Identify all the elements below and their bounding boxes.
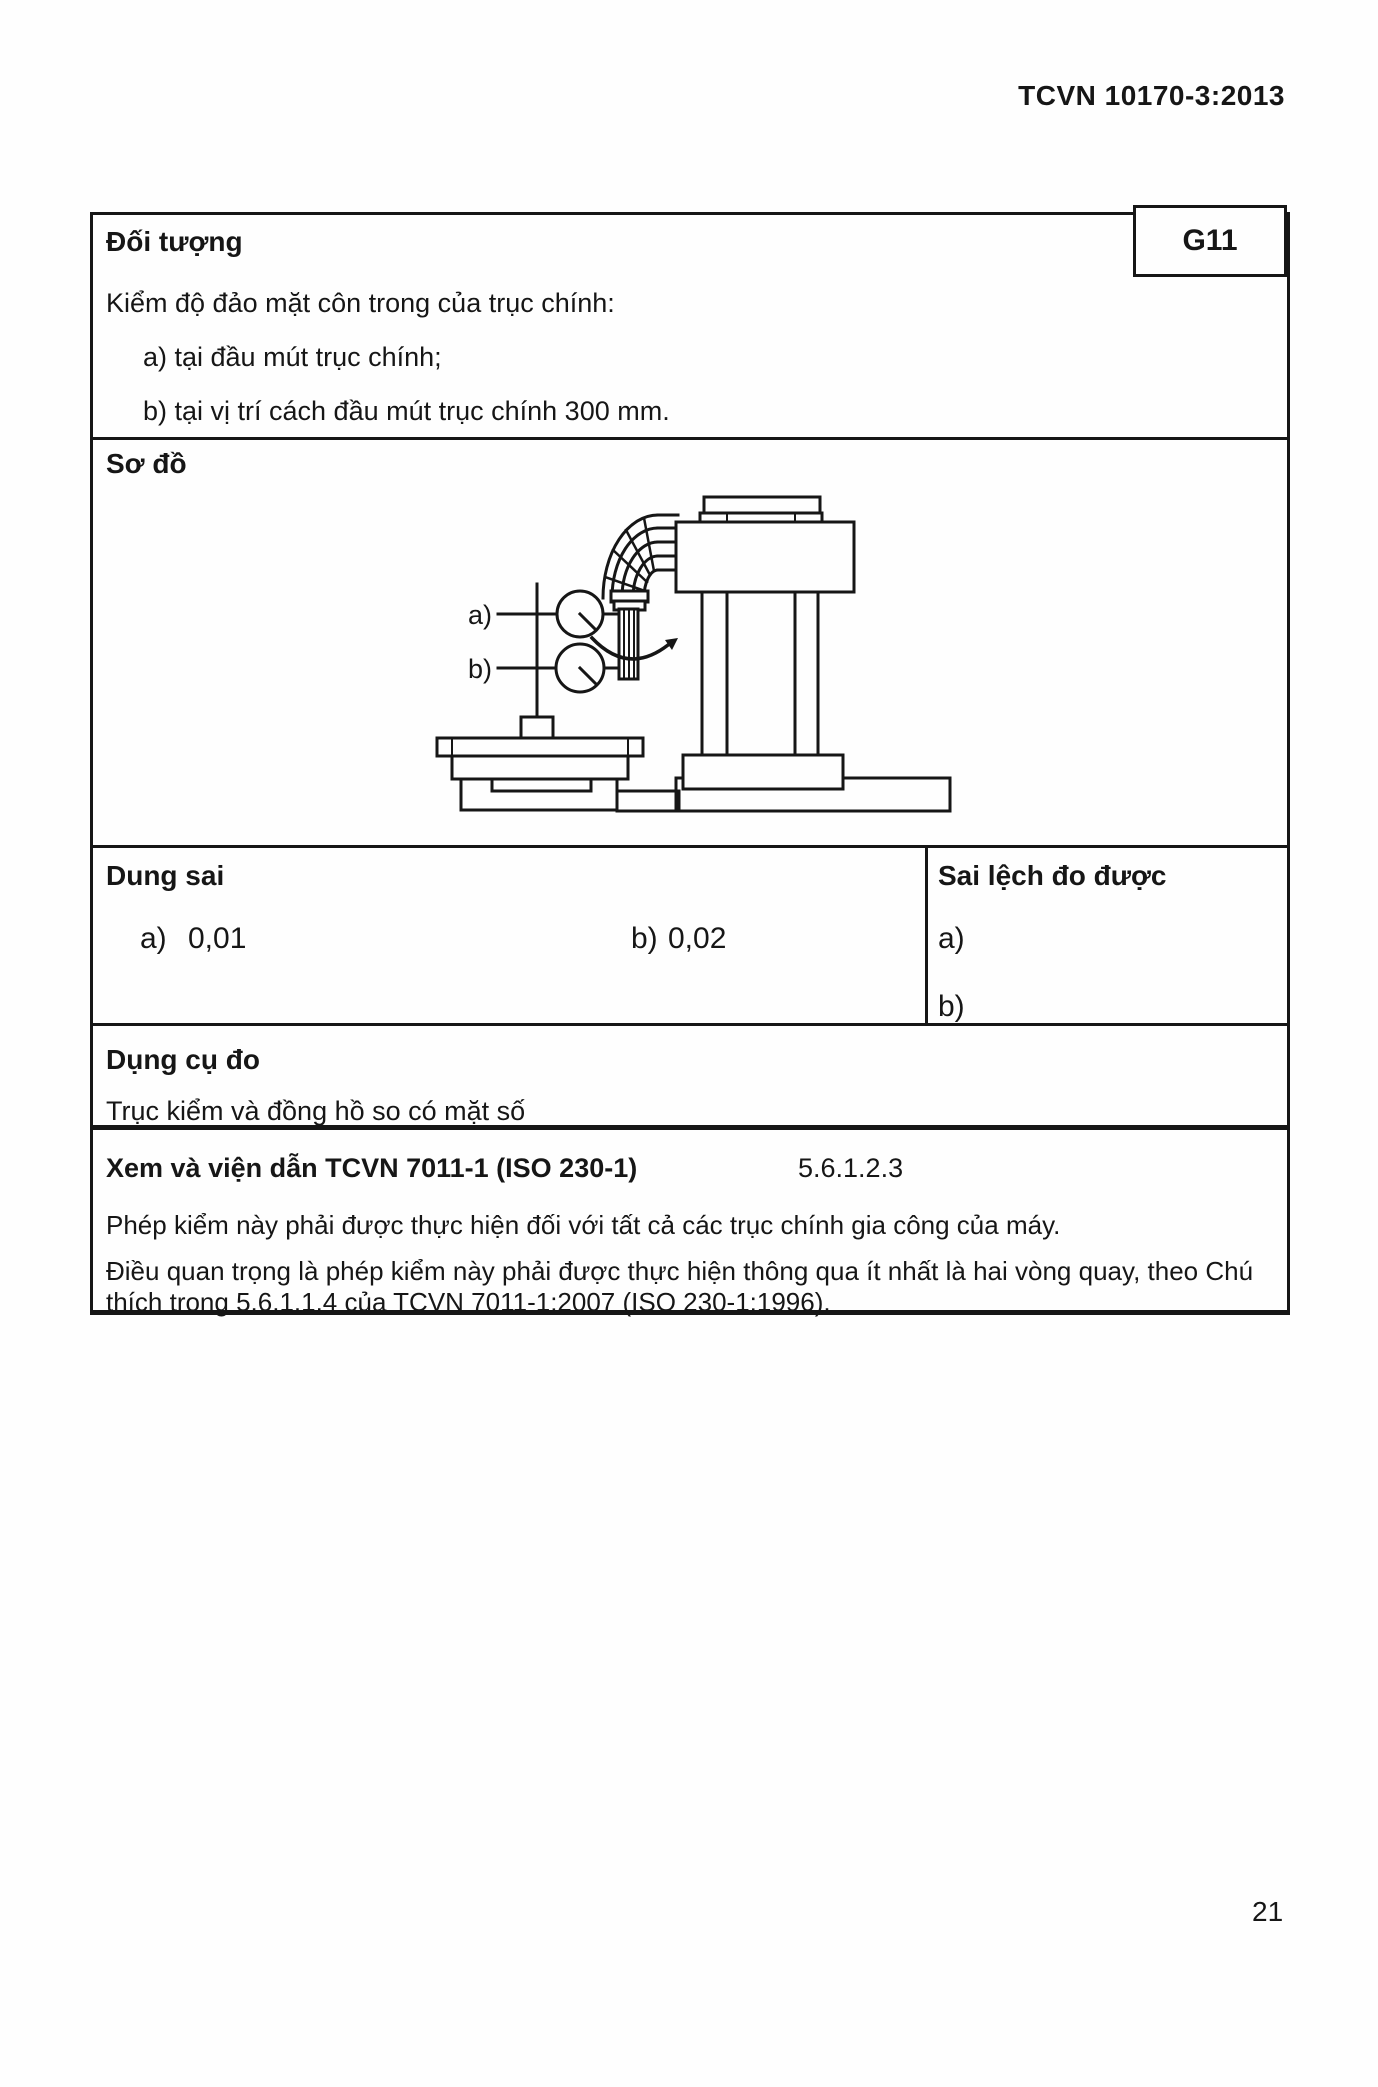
dial-indicator-a <box>498 591 619 637</box>
measured-item-b: b) <box>938 990 965 1023</box>
instrument-text: Trục kiểm và đồng hồ so có mặt số <box>106 1096 526 1126</box>
test-code-badge <box>1133 205 1287 277</box>
tolerance-section-label: Dung sai <box>106 860 225 891</box>
object-item-b: b) tại vị trí cách đầu mút trục chính 300 mm. <box>143 396 670 426</box>
object-item-a: a) tại đầu mút trục chính; <box>143 342 442 372</box>
diagram-marker-a: a) <box>468 600 493 630</box>
tolerance-item-b-label: b) <box>631 922 658 955</box>
test-code-label: G11 <box>1182 224 1238 257</box>
tolerance-item-a-label: a) <box>140 922 167 955</box>
reference-note2-line1: Điều quan trọng là phép kiểm này phải được thực hiện thông qua ít nhất là hai vòng quay, theo Chú <box>106 1256 1254 1286</box>
reference-label: Xem và viện dẫn TCVN 7011-1 (ISO 230-1) <box>106 1153 638 1183</box>
machine-column <box>702 592 818 755</box>
work-table <box>437 738 643 810</box>
measured-item-a: a) <box>938 922 965 955</box>
instrument-section-label: Dụng cụ đo <box>106 1044 260 1075</box>
spindle-head-block <box>676 522 854 592</box>
tolerance-item-b-value: 0,02 <box>668 922 727 955</box>
reference-note1: Phép kiểm này phải được thực hiện đối với tất cả các trục chính gia công của máy. <box>106 1210 1061 1240</box>
row-divider-diagram-tolerance <box>93 845 1287 848</box>
gauge-stand <box>521 584 553 738</box>
machine-diagram <box>430 485 960 820</box>
column-base <box>683 755 843 789</box>
spindle-elbow <box>603 515 678 598</box>
object-description: Kiểm độ đảo mặt côn trong của trục chính: <box>106 288 615 318</box>
diagram-marker-b: b) <box>468 654 493 684</box>
row-divider-object-diagram <box>93 437 1287 440</box>
head-cap <box>700 497 822 522</box>
test-bar <box>611 591 648 679</box>
column-divider-tolerance-measured <box>925 848 928 1023</box>
bed-connector <box>617 791 679 811</box>
page-number: 21 <box>1252 1896 1284 1927</box>
reference-note2-line2: thích trong 5.6.1.1.4 của TCVN 7011-1:2007 (ISO 230-1:1996). <box>106 1287 831 1317</box>
tolerance-item-a-value: 0,01 <box>188 922 247 955</box>
diagram-section-label: Sơ đồ <box>106 448 187 479</box>
object-section-label: Đối tượng <box>106 226 243 257</box>
measured-section-label: Sai lệch đo được <box>938 860 1167 891</box>
standard-number-header: TCVN 10170-3:2013 <box>1018 80 1285 111</box>
row-divider-tolerance-instrument <box>93 1023 1287 1026</box>
dial-indicator-b <box>498 644 619 692</box>
reference-clause: 5.6.1.2.3 <box>798 1153 904 1183</box>
